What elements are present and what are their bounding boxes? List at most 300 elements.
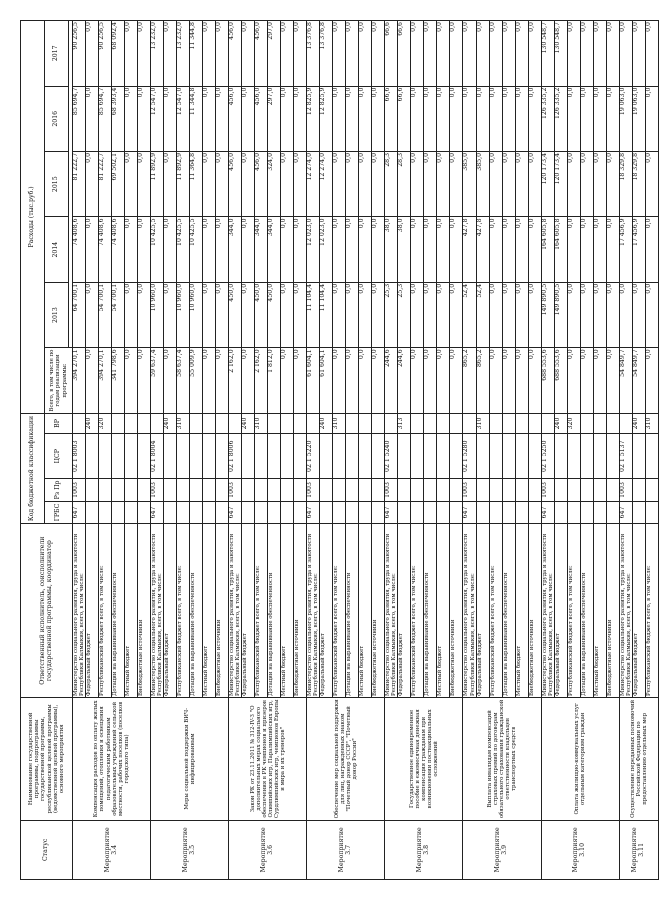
cell-total: 1 812,0: [268, 348, 281, 413]
cell-responsible: Министерство социального развития, труда и занятости Республики Калмыкия, всего, в том числе:: [541, 524, 554, 698]
cell-csr: 02 1 5137: [619, 434, 632, 479]
cell-year-value: 0,0: [450, 21, 463, 87]
cell-total: 58 637,4: [177, 348, 190, 413]
cell-csr: [112, 434, 125, 479]
cell-responsible: Республиканский бюджет всего, в том числе:: [489, 524, 502, 698]
cell-year-value: 0,0: [333, 21, 346, 87]
cell-year-value: 38,0: [385, 217, 398, 282]
cell-year-value: 10 960,0: [190, 282, 203, 347]
cell-year-value: 66,6: [398, 86, 411, 151]
cell-year-value: 0,0: [359, 282, 372, 347]
cell-year-value: 0,0: [359, 86, 372, 151]
cell-responsible: Дотации на выравнивание обеспеченности: [112, 524, 125, 698]
header-csr: ЦСР: [45, 434, 73, 479]
cell-year-value: 0,0: [125, 282, 138, 347]
cell-grbs: 647: [151, 501, 164, 523]
cell-year-value: 0,0: [164, 282, 177, 347]
cell-year-value: 11 344,8: [190, 86, 203, 151]
cell-responsible: Федеральный бюджет: [476, 524, 489, 698]
cell-year-value: 385,0: [476, 151, 489, 216]
cell-year-value: 0,0: [294, 217, 307, 282]
cell-responsible: Республиканский бюджет всего, в том числе:: [567, 524, 580, 698]
cell-year-value: 0,0: [515, 151, 528, 216]
cell-total: 0,0: [203, 348, 216, 413]
cell-rz-pr: 1003: [151, 479, 164, 501]
cell-vr: 240: [632, 413, 645, 433]
cell-rz-pr: [437, 479, 450, 501]
cell-year-value: 126 335,2: [554, 86, 567, 151]
cell-year-value: 0,0: [645, 151, 658, 216]
cell-year-value: 11 364,8: [190, 151, 203, 216]
cell-responsible: Местный бюджет: [281, 524, 294, 698]
cell-total: 0,0: [125, 348, 138, 413]
cell-responsible: Дотации на выравнивание обеспеченности: [346, 524, 359, 698]
cell-rz-pr: 1003: [73, 479, 86, 501]
cell-rz-pr: [476, 479, 489, 501]
cell-year-value: 0,0: [437, 282, 450, 347]
cell-year-value: 0,0: [216, 151, 229, 216]
cell-responsible: Внебюджетные источники: [216, 524, 229, 698]
cell-csr: 02 1 5280: [463, 434, 476, 479]
header-total: Всего, в том числе по годам реализации программы:: [45, 348, 73, 413]
cell-csr: 02 1 8004: [151, 434, 164, 479]
cell-year-value: 0,0: [138, 282, 151, 347]
cell-total: 0,0: [411, 348, 424, 413]
cell-year-value: 0,0: [86, 86, 99, 151]
cell-csr: [502, 434, 515, 479]
cell-year-value: 12 274,0: [307, 151, 320, 216]
cell-rz-pr: [164, 479, 177, 501]
cell-rz-pr: [593, 479, 606, 501]
cell-grbs: 647: [463, 501, 476, 523]
cell-year-value: 0,0: [450, 217, 463, 282]
cell-year-value: 0,0: [424, 217, 437, 282]
table-row: [463, 21, 476, 880]
cell-year-value: 0,0: [333, 151, 346, 216]
cell-total: 688 553,6: [554, 348, 567, 413]
cell-grbs: [450, 501, 463, 523]
cell-vr: 240: [554, 413, 567, 433]
cell-responsible: Дотации на выравнивание обеспеченности: [268, 524, 281, 698]
header-grbs: ГРБС: [45, 501, 73, 523]
cell-year-value: 0,0: [502, 217, 515, 282]
cell-responsible: Внебюджетные источники: [450, 524, 463, 698]
cell-year-value: 297,0: [268, 86, 281, 151]
cell-year-value: 427,8: [463, 217, 476, 282]
cell-total: 244,6: [398, 348, 411, 413]
cell-program-name: Оплата жилищно-коммунальных услуг отдельным категориям граждан: [541, 698, 619, 821]
cell-year-value: 0,0: [164, 151, 177, 216]
cell-year-value: 0,0: [203, 21, 216, 87]
cell-status: Мероприятие 3.7: [307, 820, 385, 879]
cell-year-value: 0,0: [86, 151, 99, 216]
cell-year-value: 0,0: [437, 21, 450, 87]
cell-year-value: 0,0: [346, 21, 359, 87]
cell-year-value: 0,0: [242, 282, 255, 347]
cell-vr: [502, 413, 515, 433]
cell-year-value: 0,0: [424, 86, 437, 151]
cell-year-value: 0,0: [346, 217, 359, 282]
cell-year-value: 149 890,5: [554, 282, 567, 347]
cell-csr: [281, 434, 294, 479]
cell-rz-pr: [606, 479, 619, 501]
cell-year-value: 0,0: [567, 217, 580, 282]
header-rz-pr: Рз Пр: [45, 479, 73, 501]
header-responsible: Ответственный исполнитель, соисполнители государственной программы, координатор: [21, 524, 73, 698]
header-status: Статус: [21, 820, 73, 879]
cell-vr: [606, 413, 619, 433]
cell-rz-pr: [242, 479, 255, 501]
cell-total: 0,0: [502, 348, 515, 413]
cell-total: 54 849,7: [619, 348, 632, 413]
cell-year-value: 0,0: [359, 21, 372, 87]
cell-year-value: 66,6: [398, 21, 411, 87]
cell-vr: [268, 413, 281, 433]
cell-grbs: [255, 501, 268, 523]
cell-year-value: 11 892,9: [151, 151, 164, 216]
cell-total: 54 849,7: [632, 348, 645, 413]
cell-year-value: 0,0: [294, 151, 307, 216]
header-year: 2015: [45, 151, 69, 216]
cell-responsible: Местный бюджет: [515, 524, 528, 698]
cell-responsible: Министерство социального развития, труда и занятости Республики Калмыкия, всего, в том числе:: [229, 524, 242, 698]
cell-year-value: 0,0: [437, 217, 450, 282]
cell-year-value: 456,0: [255, 86, 268, 151]
cell-rz-pr: 1003: [619, 479, 632, 501]
cell-year-value: 0,0: [489, 86, 502, 151]
cell-responsible: Республиканский бюджет всего, в том числе:: [99, 524, 112, 698]
cell-responsible: Министерство социального развития, труда и занятости Республики Калмыкия, всего, в том числе:: [619, 524, 632, 698]
cell-responsible: Местный бюджет: [125, 524, 138, 698]
cell-grbs: [125, 501, 138, 523]
cell-total: 0,0: [515, 348, 528, 413]
cell-responsible: Министерство социального развития, труда и занятости Республики Калмыкия, всего, в том числе:: [463, 524, 476, 698]
cell-program-name: Осуществление переданных полномочий Российской Федерации по предоставлению отдельных мер: [619, 698, 658, 821]
cell-vr: 310: [333, 413, 346, 433]
cell-year-value: 0,0: [645, 21, 658, 87]
cell-total: 0,0: [528, 348, 541, 413]
cell-year-value: 0,0: [164, 21, 177, 87]
cell-total: 0,0: [372, 348, 385, 413]
cell-total: 0,0: [450, 348, 463, 413]
cell-csr: [190, 434, 203, 479]
cell-status: Мероприятие 3.10: [541, 820, 619, 879]
cell-year-value: 0,0: [411, 21, 424, 87]
cell-vr: [359, 413, 372, 433]
cell-year-value: 0,0: [281, 86, 294, 151]
cell-csr: [138, 434, 151, 479]
cell-csr: [216, 434, 229, 479]
cell-rz-pr: [333, 479, 346, 501]
cell-csr: [320, 434, 333, 479]
cell-vr: [489, 413, 502, 433]
cell-total: 865,2: [476, 348, 489, 413]
cell-year-value: 0,0: [463, 21, 476, 87]
cell-grbs: [164, 501, 177, 523]
cell-grbs: [398, 501, 411, 523]
cell-grbs: 647: [541, 501, 554, 523]
cell-year-value: 12 547,0: [177, 86, 190, 151]
cell-year-value: 12 825,9: [320, 86, 333, 151]
cell-csr: [255, 434, 268, 479]
cell-vr: 313: [398, 413, 411, 433]
cell-rz-pr: [580, 479, 593, 501]
cell-program-name: Меры социальной поддержки ВИЧ-инфицированным: [151, 698, 229, 821]
cell-rz-pr: [450, 479, 463, 501]
cell-csr: [593, 434, 606, 479]
cell-responsible: Дотации на выравнивание обеспеченности: [502, 524, 515, 698]
cell-csr: [164, 434, 177, 479]
cell-year-value: 0,0: [567, 21, 580, 87]
cell-csr: 02 1 8006: [229, 434, 242, 479]
cell-year-value: 0,0: [593, 21, 606, 87]
cell-year-value: 0,0: [333, 282, 346, 347]
cell-year-value: 10 425,5: [151, 217, 164, 282]
cell-rz-pr: [320, 479, 333, 501]
cell-year-value: 0,0: [346, 282, 359, 347]
cell-csr: [411, 434, 424, 479]
cell-year-value: 0,0: [411, 217, 424, 282]
cell-year-value: 0,0: [281, 282, 294, 347]
cell-total: 0,0: [333, 348, 346, 413]
cell-year-value: 120 173,4: [554, 151, 567, 216]
cell-csr: [424, 434, 437, 479]
cell-year-value: 54 700,1: [112, 282, 125, 347]
cell-csr: [450, 434, 463, 479]
cell-vr: [216, 413, 229, 433]
cell-total: 688 553,6: [541, 348, 554, 413]
cell-responsible: Дотации на выравнивание обеспеченности: [190, 524, 203, 698]
cell-year-value: 0,0: [567, 151, 580, 216]
header-year: 2017: [45, 21, 69, 87]
cell-program-name: Выплата инвалидам компенсаций страховых премий по договорам обязательного страхования гражданской ответственности владельцев транспортных средств: [463, 698, 541, 821]
cell-year-value: 19 063,0: [619, 86, 632, 151]
cell-vr: [528, 413, 541, 433]
header-program-name: Наименование государственной программы, подпрограммы государственной программы, республиканской целевой программы (ведомственной целевой программы), основного мероприятия: [21, 698, 73, 821]
cell-responsible: Федеральный бюджет: [86, 524, 99, 698]
cell-year-value: 19 063,0: [632, 86, 645, 151]
cell-vr: [619, 413, 632, 433]
cell-responsible: Федеральный бюджет: [554, 524, 567, 698]
cell-grbs: [528, 501, 541, 523]
cell-year-value: 456,0: [229, 86, 242, 151]
cell-csr: [203, 434, 216, 479]
cell-rz-pr: [203, 479, 216, 501]
cell-year-value: 10 960,0: [151, 282, 164, 347]
header-year: 2014: [45, 217, 69, 282]
cell-vr: [138, 413, 151, 433]
cell-vr: [125, 413, 138, 433]
cell-grbs: 647: [307, 501, 320, 523]
cell-status: Мероприятие 3.8: [385, 820, 463, 879]
cell-csr: [242, 434, 255, 479]
cell-vr: [203, 413, 216, 433]
cell-total: 59 637,4: [151, 348, 164, 413]
cell-rz-pr: [632, 479, 645, 501]
cell-csr: [86, 434, 99, 479]
cell-year-value: 0,0: [372, 86, 385, 151]
cell-vr: [515, 413, 528, 433]
cell-responsible: Внебюджетные источники: [138, 524, 151, 698]
cell-csr: [294, 434, 307, 479]
cell-year-value: 0,0: [424, 282, 437, 347]
cell-year-value: 0,0: [515, 282, 528, 347]
table-row: [229, 21, 242, 880]
cell-vr: [307, 413, 320, 433]
header-year: 2016: [45, 86, 69, 151]
cell-year-value: 0,0: [645, 282, 658, 347]
cell-year-value: 0,0: [580, 151, 593, 216]
cell-year-value: 0,0: [515, 86, 528, 151]
cell-year-value: 0,0: [203, 151, 216, 216]
cell-year-value: 17 456,9: [619, 217, 632, 282]
cell-year-value: 90 256,5: [99, 21, 112, 87]
cell-vr: [112, 413, 125, 433]
cell-vr: [73, 413, 86, 433]
cell-grbs: [177, 501, 190, 523]
cell-year-value: 0,0: [242, 86, 255, 151]
cell-responsible: Местный бюджет: [359, 524, 372, 698]
cell-year-value: 11 104,4: [320, 282, 333, 347]
cell-rz-pr: [138, 479, 151, 501]
cell-csr: [99, 434, 112, 479]
cell-year-value: 297,0: [268, 21, 281, 87]
cell-status: Мероприятие 3.6: [229, 820, 307, 879]
cell-vr: 240: [242, 413, 255, 433]
cell-csr: [606, 434, 619, 479]
cell-grbs: [138, 501, 151, 523]
cell-grbs: [216, 501, 229, 523]
cell-year-value: 10 425,5: [177, 217, 190, 282]
cell-year-value: 0,0: [489, 282, 502, 347]
cell-year-value: 0,0: [294, 282, 307, 347]
cell-year-value: 90 256,5: [73, 21, 86, 87]
cell-rz-pr: [281, 479, 294, 501]
cell-year-value: 64 700,1: [73, 282, 86, 347]
cell-year-value: 344,0: [268, 217, 281, 282]
cell-csr: [333, 434, 346, 479]
cell-year-value: 427,8: [476, 217, 489, 282]
cell-year-value: 0,0: [164, 86, 177, 151]
cell-csr: 02 1 5220: [307, 434, 320, 479]
cell-vr: [190, 413, 203, 433]
cell-year-value: 0,0: [606, 151, 619, 216]
cell-csr: 02 1 8003: [73, 434, 86, 479]
cell-grbs: [346, 501, 359, 523]
cell-csr: [372, 434, 385, 479]
cell-responsible: Республиканский бюджет всего, в том числе:: [333, 524, 346, 698]
cell-year-value: 66,6: [385, 86, 398, 151]
table-row: [151, 21, 164, 880]
cell-vr: [580, 413, 593, 433]
cell-grbs: 647: [73, 501, 86, 523]
cell-year-value: 0,0: [216, 21, 229, 87]
cell-year-value: 0,0: [281, 217, 294, 282]
cell-grbs: [294, 501, 307, 523]
cell-year-value: 0,0: [216, 86, 229, 151]
cell-grbs: [320, 501, 333, 523]
cell-year-value: 0,0: [138, 21, 151, 87]
cell-vr: 310: [645, 413, 658, 433]
cell-responsible: Внебюджетные источники: [294, 524, 307, 698]
cell-year-value: 13 376,8: [307, 21, 320, 87]
cell-year-value: 130 548,7: [541, 21, 554, 87]
cell-rz-pr: 1003: [307, 479, 320, 501]
cell-total: 341 798,6: [112, 348, 125, 413]
cell-year-value: 0,0: [450, 282, 463, 347]
cell-year-value: 0,0: [593, 151, 606, 216]
cell-year-value: 0,0: [411, 151, 424, 216]
cell-grbs: [502, 501, 515, 523]
table-row: [619, 21, 632, 880]
cell-year-value: 12 547,0: [151, 86, 164, 151]
cell-year-value: 0,0: [515, 217, 528, 282]
cell-year-value: 0,0: [333, 86, 346, 151]
cell-total: 244,6: [385, 348, 398, 413]
cell-program-name: Обеспечение мер социальной поддержки для лиц, награжденных знаком "Почетный донор СССР", "Почетный донор России": [307, 698, 385, 821]
cell-grbs: [489, 501, 502, 523]
cell-csr: [489, 434, 502, 479]
table-row: [307, 21, 320, 880]
cell-year-value: 0,0: [476, 21, 489, 87]
cell-responsible: Внебюджетные источники: [372, 524, 385, 698]
cell-grbs: [411, 501, 424, 523]
cell-rz-pr: [528, 479, 541, 501]
cell-year-value: 28,3: [398, 151, 411, 216]
table-row: [541, 21, 554, 880]
cell-year-value: 28,3: [385, 151, 398, 216]
cell-year-value: 0,0: [86, 21, 99, 87]
cell-vr: 240: [164, 413, 177, 433]
cell-grbs: [99, 501, 112, 523]
cell-year-value: 0,0: [372, 21, 385, 87]
cell-year-value: 0,0: [216, 282, 229, 347]
cell-vr: [541, 413, 554, 433]
cell-year-value: 344,0: [255, 217, 268, 282]
cell-csr: [554, 434, 567, 479]
cell-year-value: 0,0: [333, 217, 346, 282]
header-expenses: Расходы (тыс.руб.): [21, 21, 45, 414]
cell-year-value: 0,0: [580, 217, 593, 282]
cell-responsible: Дотации на выравнивание обеспеченности: [580, 524, 593, 698]
cell-year-value: 68 092,4: [112, 21, 125, 87]
cell-rz-pr: [489, 479, 502, 501]
cell-year-value: 10 425,5: [190, 217, 203, 282]
cell-year-value: 0,0: [502, 151, 515, 216]
cell-total: 0,0: [164, 348, 177, 413]
cell-vr: [294, 413, 307, 433]
cell-year-value: 0,0: [411, 86, 424, 151]
cell-year-value: 0,0: [424, 21, 437, 87]
cell-year-value: 0,0: [645, 217, 658, 282]
cell-year-value: 0,0: [294, 86, 307, 151]
cell-rz-pr: [502, 479, 515, 501]
cell-grbs: [268, 501, 281, 523]
cell-responsible: Федеральный бюджет: [398, 524, 411, 698]
cell-rz-pr: [216, 479, 229, 501]
cell-total: 0,0: [216, 348, 229, 413]
cell-vr: [346, 413, 359, 433]
cell-program-name: Государственное единовременное пособие и ежемесячная денежная компенсация гражданам при возникновении поствакцинальных осложнений: [385, 698, 463, 821]
cell-year-value: 0,0: [294, 21, 307, 87]
cell-year-value: 13 232,0: [151, 21, 164, 87]
cell-year-value: 0,0: [528, 151, 541, 216]
cell-rz-pr: [268, 479, 281, 501]
cell-rz-pr: 1003: [541, 479, 554, 501]
cell-grbs: [632, 501, 645, 523]
cell-grbs: 647: [385, 501, 398, 523]
cell-csr: [528, 434, 541, 479]
